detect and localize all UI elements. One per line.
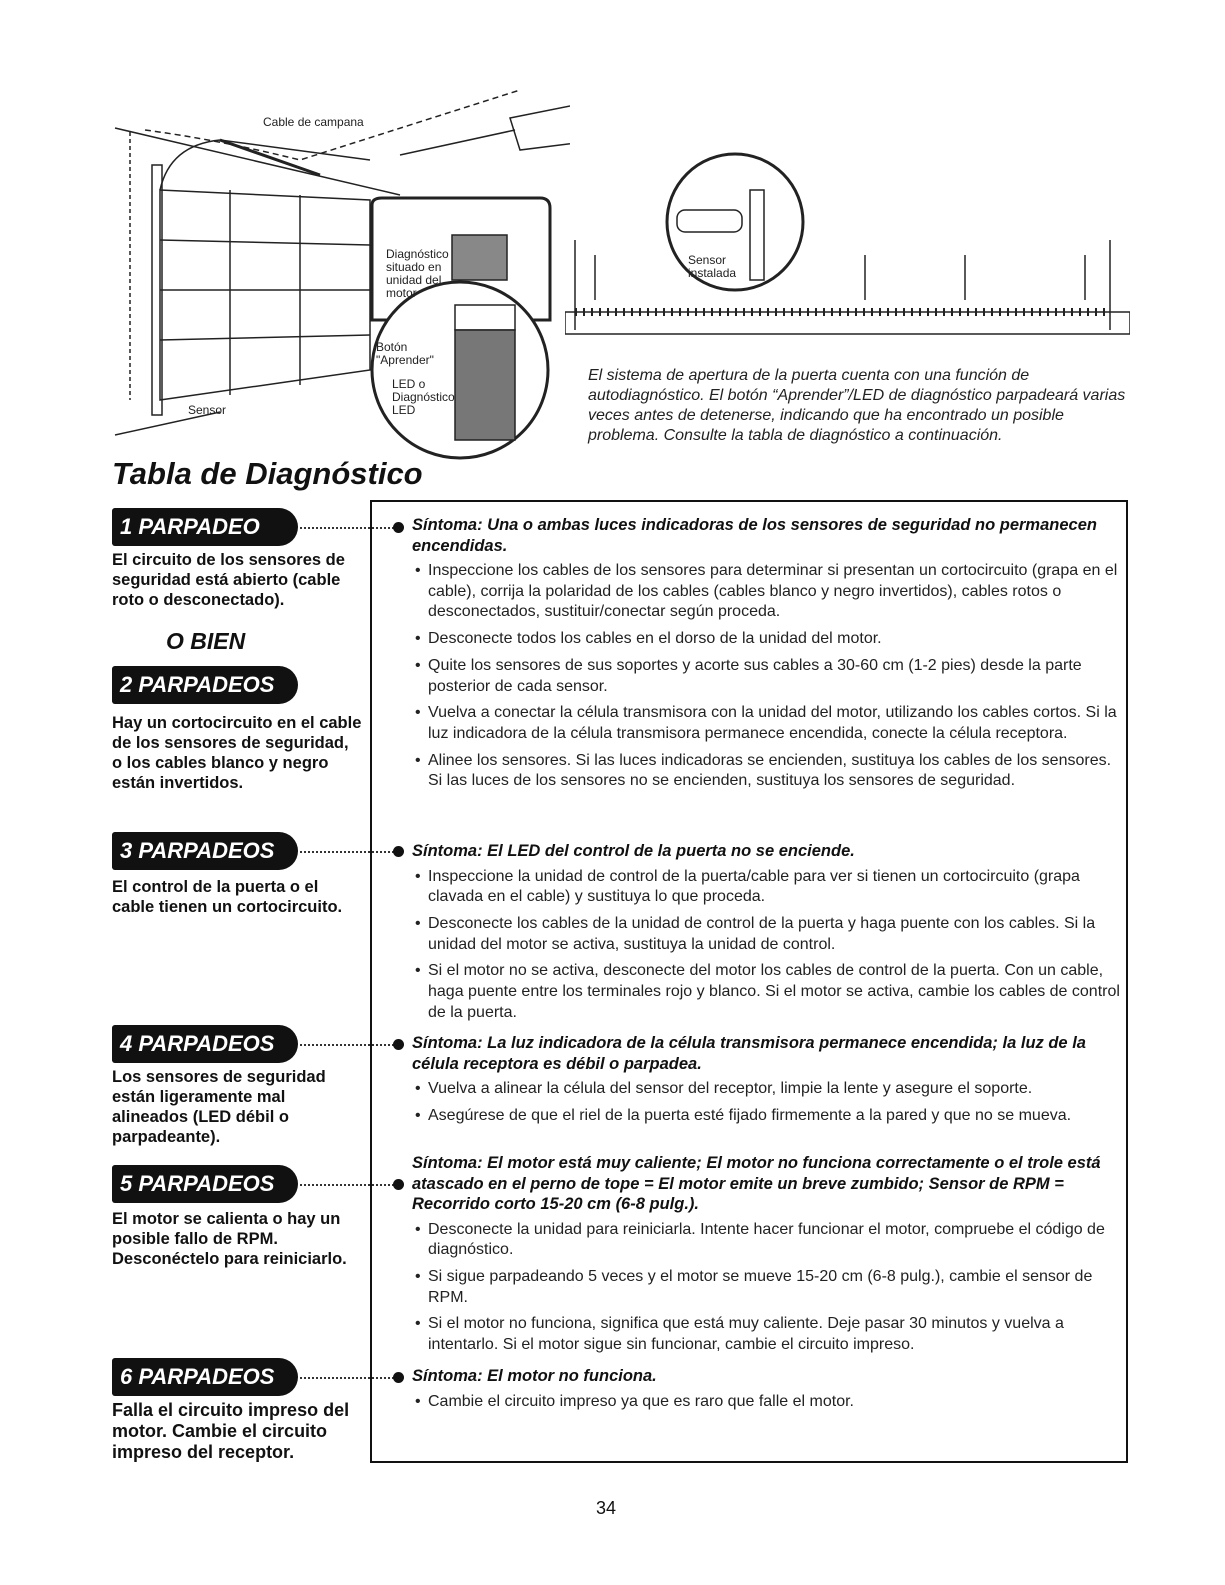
step: • Asegúrese de que el riel de la puerta esté fijado firmemente a la pared y que no se mueva. <box>412 1106 1124 1127</box>
sensor-illustration <box>565 140 1130 340</box>
leader-line <box>300 1377 398 1379</box>
leader-line <box>300 851 398 853</box>
code-desc-5: El motor se calienta o hay un posible fallo de RPM. Desconéctelo para reiniciarlo. <box>112 1210 347 1268</box>
step: • Si el motor no funciona, significa que está muy caliente. Deje pasar 30 minutos y vuelva a intentarlo. Si el motor sigue sin funcionar, cambie el circuito impreso. <box>412 1314 1124 1355</box>
code-badge-6: 6 PARPADEOS <box>112 1358 298 1396</box>
code-badge-3: 3 PARPADEOS <box>112 832 298 870</box>
symptom-3 <box>412 1033 1124 1132</box>
bullet-dot <box>393 1039 404 1050</box>
bullet-dot <box>393 522 404 533</box>
code-badge-1: 1 PARPADEO <box>112 508 298 546</box>
symptom-title: Síntoma: La luz indicadora de la célula transmisora permanece encendida; la luz de la célula receptora es débil o parpadea. <box>412 1034 1086 1073</box>
symptom-4 <box>412 1153 1124 1362</box>
step: • Si sigue parpadeando 5 veces y el motor se mueve 15-20 cm (6-8 pulg.), cambie el sensor de RPM. <box>412 1267 1124 1308</box>
step: • Vuelva a alinear la célula del sensor del receptor, limpie la lente y asegure el soporte. <box>412 1079 1124 1100</box>
step: • Quite los sensores de sus soportes y acorte sus cables a 30-60 cm (1-2 pies) desde la parte posterior de cada sensor. <box>412 656 1124 697</box>
code-desc-2: Hay un cortocircuito en el cable de los sensores de seguridad, o los cables blanco y negro están invertidos. <box>112 714 362 792</box>
code-desc-1: El circuito de los sensores de seguridad está abierto (cable roto o desconectado). <box>112 551 345 609</box>
step: • Cambie el circuito impreso ya que es raro que falle el motor. <box>412 1392 1124 1413</box>
symptom-1 <box>412 515 1124 798</box>
code-badge-4: 4 PARPADEOS <box>112 1025 298 1063</box>
bullet-dot <box>393 846 404 857</box>
leader-line <box>300 1184 398 1186</box>
symptom-title: Síntoma: Una o ambas luces indicadoras de los sensores de seguridad no permanecen encendidas. <box>412 516 1097 555</box>
cable-label: Cable de campana <box>263 115 364 129</box>
step: • Si el motor no se activa, desconecte del motor los cables de control de la puerta. Con un cable, haga puente entre los terminales rojo y blanco. Si el motor se activa, cambie los cables de control de la puerta. <box>412 961 1124 1023</box>
step: • Inspeccione la unidad de control de la puerta/cable para ver si tienen un cortocircuito (grapa clavada en el cable) y sustituya lo que proceda. <box>412 867 1124 908</box>
leader-line <box>300 1044 398 1046</box>
symptom-2 <box>412 841 1124 1029</box>
step: • Inspeccione los cables de los sensores para determinar si presentan un cortocircuito (grapa en el cable), corrija la polaridad de los cables (cables blanco y negro invertidos), cables rotos o desconectados, sustituir/conectar según proceda. <box>412 561 1124 623</box>
garage-door-illustration <box>100 40 570 470</box>
code-badge-5: 5 PARPADEOS <box>112 1165 298 1203</box>
code-badge-2: 2 PARPADEOS <box>112 666 298 704</box>
code-desc-3: El control de la puerta o el cable tienen un cortocircuito. <box>112 878 343 916</box>
symptom-title: Síntoma: El motor no funciona. <box>412 1367 657 1385</box>
sensor-label: Sensor <box>188 403 227 417</box>
symptom-title: Síntoma: El LED del control de la puerta no se enciende. <box>412 842 855 860</box>
or-label: O BIEN <box>166 628 246 654</box>
page-title: Tabla de Diagnóstico <box>112 456 423 491</box>
led-label: LED o Diagnóstico LED <box>392 377 455 417</box>
sensor-installed-label: Sensor instalada <box>688 253 737 280</box>
symptom-5 <box>412 1366 1124 1418</box>
step: • Desconecte la unidad para reiniciarla. Intente hacer funcionar el motor, compruebe el código de diagnóstico. <box>412 1220 1124 1261</box>
step: • Desconecte todos los cables en el dorso de la unidad del motor. <box>412 629 1124 650</box>
step: • Desconecte los cables de la unidad de control de la puerta y haga puente con los cables. Si la unidad del motor se activa, sustituya la unidad de control. <box>412 914 1124 955</box>
code-desc-6: Falla el circuito impreso del motor. Cambie el circuito impreso del receptor. <box>112 1400 350 1462</box>
page-number: 34 <box>596 1498 617 1518</box>
step: • Vuelva a conectar la célula transmisora con la unidad del motor, utilizando los cables cortos. Si la luz indicadora de la célula transmisora permanece encendida, conecte la célula receptora. <box>412 703 1124 744</box>
symptom-title: Síntoma: El motor está muy caliente; El motor no funciona correctamente o el trole está atascado en el perno de tope = El motor emite un breve zumbido; Sensor de RPM = Recorrido corto 15-20 cm (6-8 pulg.). <box>412 1154 1101 1213</box>
bullet-dot <box>393 1179 404 1190</box>
diagnostic-location-label: Diagnóstico situado en unidad del motor <box>386 247 449 300</box>
code-desc-4: Los sensores de seguridad están ligeramente mal alineados (LED débil o parpadeante). <box>112 1068 326 1146</box>
leader-line <box>300 527 398 529</box>
bullet-dot <box>393 1372 404 1383</box>
diagnostic-caption: El sistema de apertura de la puerta cuenta con una función de autodiagnóstico. El botón “Aprender”/LED de diagnóstico parpadeará varias veces antes de detenerse, indicando que ha encontrado un posible problema. Consulte la tabla de diagnóstico a continuación. <box>588 367 1126 444</box>
step: • Alinee los sensores. Si las luces indicadoras se encienden, sustituya los cables de los sensores. Si las luces de los sensores no se encienden, sustituya los sensores de seguridad. <box>412 751 1124 792</box>
learn-button-label: Botón "Aprender" <box>376 340 434 367</box>
